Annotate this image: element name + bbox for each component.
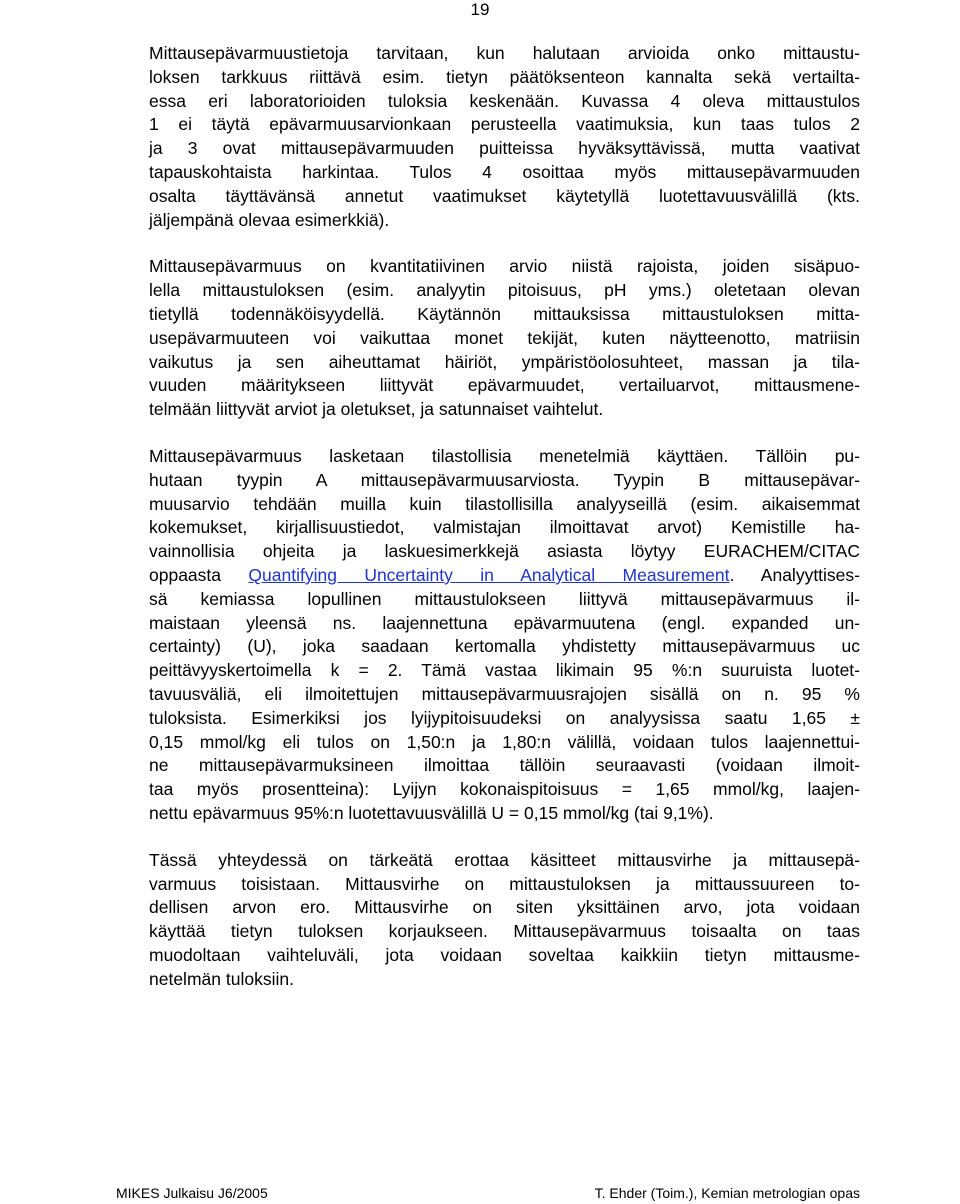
document-body xyxy=(149,42,860,1014)
text-line: 1 ei täytä epävarmuusarvionkaan perusteella vaatimuksia, kun taas tulos 2 xyxy=(149,114,860,135)
text-line: tietyllä todennäköisyydellä. Käytännön mittauksissa mittaustuloksen mitta- xyxy=(149,303,860,324)
text-line-with-link xyxy=(149,564,860,588)
paragraph-3 xyxy=(149,445,860,826)
text-line: 0,15 mmol/kg eli tulos on 1,50:n ja 1,80:n välillä, voidaan tulos laajennettui- xyxy=(149,731,860,752)
text-line: lella mittaustuloksen (esim. analyytin pitoisuus, pH yms.) oletetaan olevan xyxy=(149,280,860,301)
text-line: dellisen arvon ero. Mittausvirhe on siten yksittäinen arvo, jota voidaan xyxy=(149,897,860,918)
text-line: jäljempänä olevaa esimerkkiä). xyxy=(149,209,390,230)
paragraph-2 xyxy=(149,255,860,422)
text-line: hutaan tyypin A mittausepävarmuusarviosta. Tyypin B mittausepävar- xyxy=(149,469,860,490)
text-line: taa myös prosentteina): Lyijyn kokonaispitoisuus = 1,65 mmol/kg, laajen- xyxy=(149,779,860,800)
text-line: ne mittausepävarmuksineen ilmoittaa tällöin seuraavasti (voidaan ilmoit- xyxy=(149,755,860,776)
paragraph-4 xyxy=(149,849,860,992)
text-line: usepävarmuuteen voi vaikuttaa monet tekijät, kuten näytteenotto, matriisin xyxy=(149,327,860,348)
page-footer xyxy=(116,1184,860,1202)
text-line: sä kemiassa lopullinen mittaustulokseen liittyvä mittausepävarmuus il- xyxy=(149,588,860,609)
text-line: Tässä yhteydessä on tärkeätä erottaa käsitteet mittausvirhe ja mittausepä- xyxy=(149,849,860,870)
text-line: tavuusväliä, eli ilmoitettujen mittausepävarmuusrajojen sisällä on n. 95 % xyxy=(149,683,860,704)
link-prefix: oppaasta xyxy=(149,564,249,585)
guide-link[interactable]: Quantifying Uncertainty in Analytical Measurement xyxy=(248,564,730,585)
text-line: varmuus toisistaan. Mittausvirhe on mittaustuloksen ja mittaussuureen to- xyxy=(149,873,860,894)
text-line: kokemukset, kirjallisuustiedot, valmistajan ilmoittavat arvot) Kemistille ha- xyxy=(149,517,860,538)
text-line: maistaan yleensä ns. laajennettuna epävarmuutena (engl. expanded un- xyxy=(149,612,860,633)
text-line: telmään liittyvät arviot ja oletukset, ja satunnaiset vaihtelut. xyxy=(149,399,604,420)
text-line: nettu epävarmuus 95%:n luotettavuusvälillä U = 0,15 mmol/kg (tai 9,1%). xyxy=(149,802,714,823)
link-suffix: . Analyyttises- xyxy=(729,564,860,585)
text-line: Mittausepävarmuus lasketaan tilastollisia menetelmiä käyttäen. Tällöin pu- xyxy=(149,445,860,466)
text-line: certainty) (U), joka saadaan kertomalla yhdistetty mittausepävarmuus uc xyxy=(149,636,860,657)
text-line: vainnollisia ohjeita ja laskuesimerkkejä asiasta löytyy EURACHEM/CITAC xyxy=(149,541,860,562)
text-line: tapauskohtaista harkintaa. Tulos 4 osoittaa myös mittausepävarmuuden xyxy=(149,161,860,182)
text-line: vaikutus ja sen aiheuttamat häiriöt, ympäristöolosuhteet, massan ja tila- xyxy=(149,351,860,372)
text-line: vuuden määritykseen liittyvät epävarmuudet, vertailuarvot, mittausmene- xyxy=(149,375,860,396)
text-line: netelmän tuloksiin. xyxy=(149,968,294,989)
page-number: 19 xyxy=(470,0,490,19)
text-line: Mittausepävarmuus on kvantitatiivinen arvio niistä rajoista, joiden sisäpuo- xyxy=(149,256,860,277)
text-line: loksen tarkkuus riittävä esim. tietyn päätöksenteon kannalta sekä vertailta- xyxy=(149,66,860,87)
text-line: muodoltaan vaihteluväli, jota voidaan soveltaa kaikkiin tietyn mittausme- xyxy=(149,944,860,965)
text-line: essa eri laboratorioiden tuloksia keskenään. Kuvassa 4 oleva mittaustulos xyxy=(149,90,860,111)
text-line: peittävyyskertoimella k = 2. Tämä vastaa likimain 95 %:n suuruista luotet- xyxy=(149,660,860,681)
footer-publication: MIKES Julkaisu J6/2005 xyxy=(116,1185,268,1201)
text-line: muusarvio tehdään muilla kuin tilastollisilla analyyseillä (esim. aikaisemmat xyxy=(149,493,860,514)
text-line: tuloksista. Esimerkiksi jos lyijypitoisuudeksi on analyysissa saatu 1,65 ± xyxy=(149,707,860,728)
text-line: Mittausepävarmuustietoja tarvitaan, kun halutaan arvioida onko mittaustu- xyxy=(149,43,860,63)
footer-author: T. Ehder (Toim.), Kemian metrologian opas xyxy=(594,1185,860,1201)
text-line: ja 3 ovat mittausepävarmuuden puitteissa hyväksyttävissä, mutta vaativat xyxy=(149,138,860,159)
text-line: käyttää tietyn tuloksen korjaukseen. Mittausepävarmuus toisaalta on taas xyxy=(149,921,860,942)
paragraph-1 xyxy=(149,42,860,232)
text-line: osalta täyttävänsä annetut vaatimukset käytetyllä luotettavuusvälillä (kts. xyxy=(149,185,860,206)
